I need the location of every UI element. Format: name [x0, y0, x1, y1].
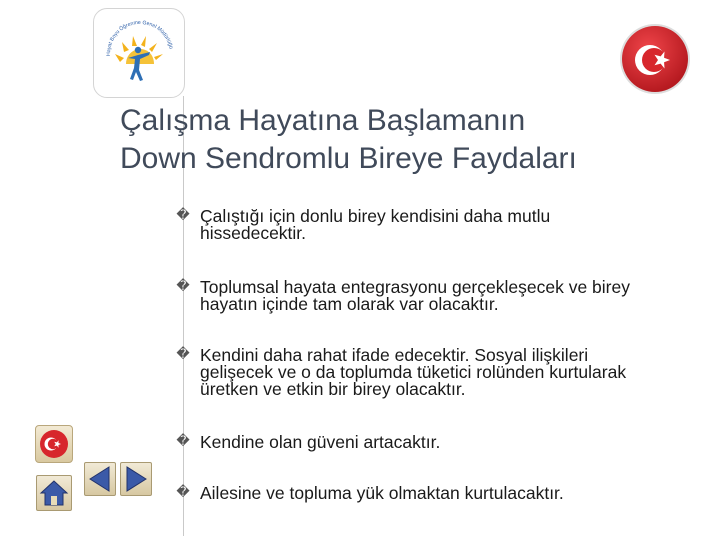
turkish-flag-icon [618, 22, 692, 96]
bullet-text: Çalıştığı için donlu birey kendisini daha mutlu hissedecektir. [200, 206, 551, 243]
flag-button-icon [36, 426, 72, 462]
flag-nav-button[interactable] [35, 425, 73, 463]
bullet-glyph: � [176, 346, 190, 361]
bullet-glyph: � [176, 278, 190, 293]
title-line-2: Down Sendromlu Bireye Faydaları [120, 142, 577, 175]
home-button[interactable] [36, 475, 72, 511]
bullet-glyph: � [176, 207, 190, 222]
bullet-text: Ailesine ve topluma yük olmaktan kurtulacaktır. [200, 483, 564, 503]
home-icon [37, 476, 71, 510]
logo-icon [98, 12, 180, 92]
left-arrow-icon [85, 463, 115, 495]
next-slide-button[interactable] [120, 462, 152, 496]
logo-arc-text: Hayat Boyu Öğrenme Genel Müdürlüğü [105, 19, 174, 57]
bullet-glyph: � [176, 484, 190, 499]
bullet-glyph: � [176, 433, 190, 448]
bullet-text: Kendine olan güveni artacaktır. [200, 432, 441, 452]
title-line-1: Çalışma Hayatına Başlamanın [120, 104, 526, 137]
bullet-text: Toplumsal hayata entegrasyonu gerçekleşecek ve birey hayatın içinde tam olarak var olacaktır. [200, 277, 630, 314]
slide-title [120, 102, 710, 178]
bullet-text: Kendini daha rahat ifade edecektir. Sosyal ilişkileri gelişecek ve o da toplumda tüketici rolünden kurtularak üretken ve etkin bir birey olacaktır. [200, 345, 627, 399]
right-arrow-icon [121, 463, 151, 495]
previous-slide-button[interactable] [84, 462, 116, 496]
